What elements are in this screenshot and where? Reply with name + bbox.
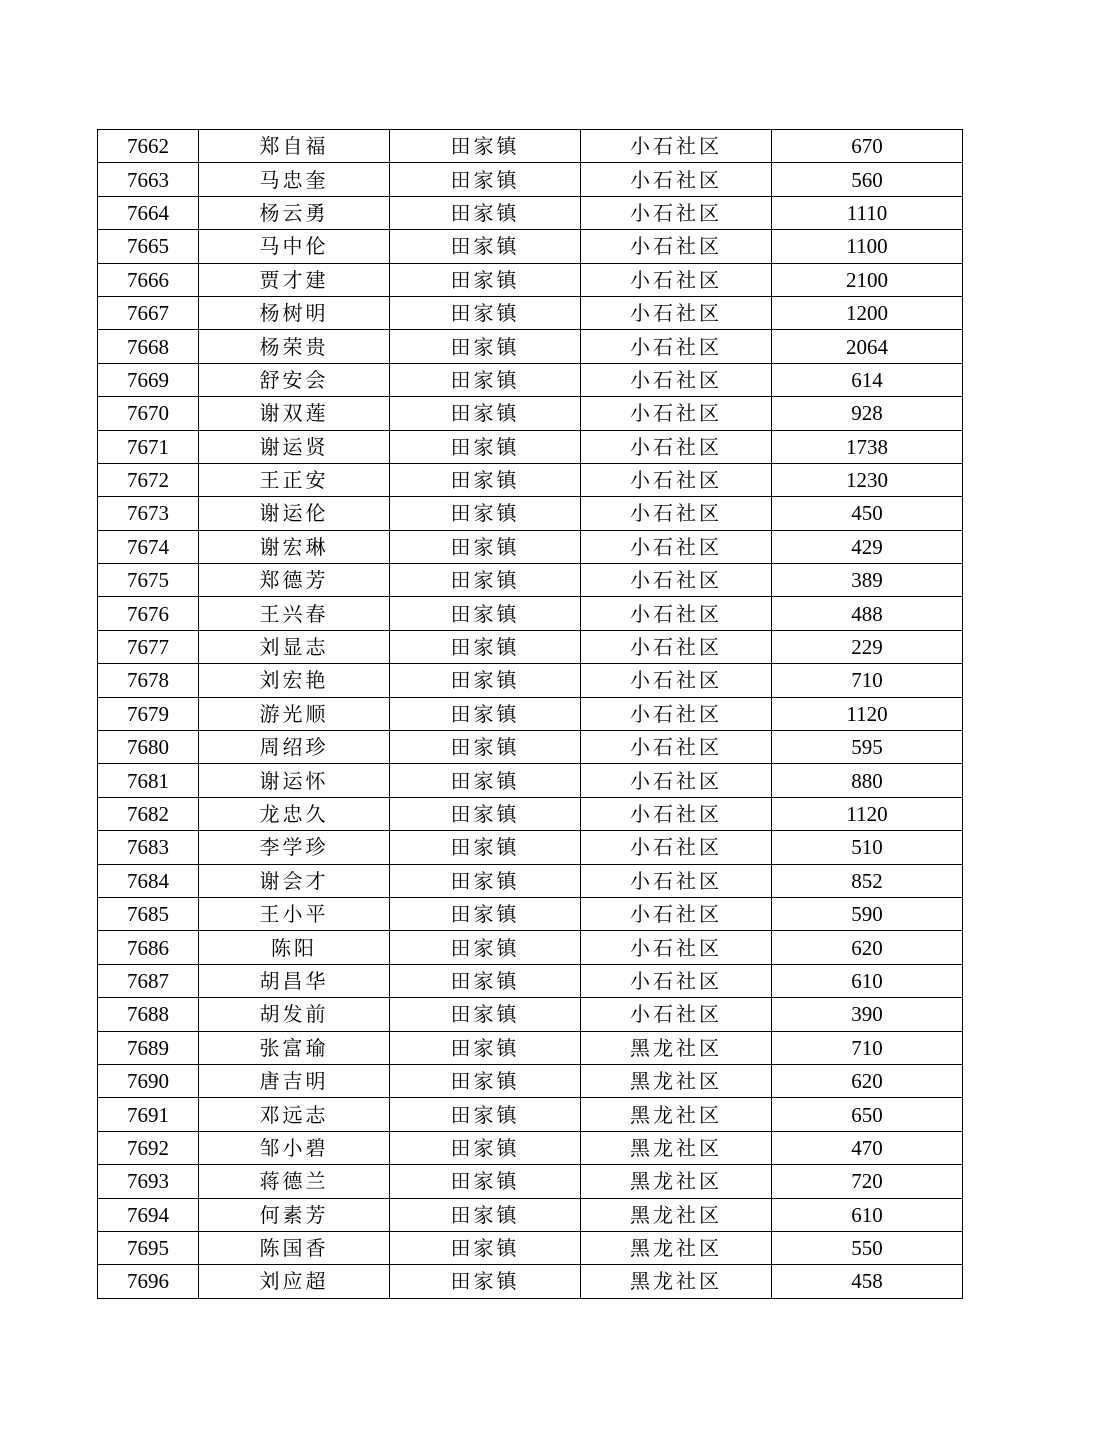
person-name-cell: 胡昌华 [199, 964, 390, 997]
town-cell: 田家镇 [390, 1231, 581, 1264]
person-name-cell: 邹小碧 [199, 1131, 390, 1164]
amount-cell: 928 [772, 397, 963, 430]
person-name-cell: 陈国香 [199, 1231, 390, 1264]
amount-cell: 488 [772, 597, 963, 630]
person-name-cell: 郑自福 [199, 130, 390, 163]
row-number-cell: 7690 [98, 1064, 199, 1097]
row-number-cell: 7694 [98, 1198, 199, 1231]
row-number-cell: 7680 [98, 731, 199, 764]
community-cell: 黑龙社区 [581, 1198, 772, 1231]
community-cell: 黑龙社区 [581, 1265, 772, 1298]
amount-cell: 1120 [772, 697, 963, 730]
community-cell: 小石社区 [581, 163, 772, 196]
table-row [98, 163, 963, 196]
table-row [98, 296, 963, 329]
person-name-cell: 张富瑜 [199, 1031, 390, 1064]
person-name-cell: 龙忠久 [199, 797, 390, 830]
table-row [98, 964, 963, 997]
town-cell: 田家镇 [390, 330, 581, 363]
table-row [98, 764, 963, 797]
town-cell: 田家镇 [390, 964, 581, 997]
table-row [98, 230, 963, 263]
person-name-cell: 马中伦 [199, 230, 390, 263]
amount-cell: 2100 [772, 263, 963, 296]
town-cell: 田家镇 [390, 1031, 581, 1064]
town-cell: 田家镇 [390, 998, 581, 1031]
table-row [98, 697, 963, 730]
town-cell: 田家镇 [390, 664, 581, 697]
table-row [98, 430, 963, 463]
table-row [98, 597, 963, 630]
amount-cell: 650 [772, 1098, 963, 1131]
row-number-cell: 7671 [98, 430, 199, 463]
town-cell: 田家镇 [390, 363, 581, 396]
table-row [98, 831, 963, 864]
table-row [98, 630, 963, 663]
town-cell: 田家镇 [390, 530, 581, 563]
community-cell: 小石社区 [581, 230, 772, 263]
town-cell: 田家镇 [390, 263, 581, 296]
amount-cell: 710 [772, 664, 963, 697]
community-cell: 黑龙社区 [581, 1231, 772, 1264]
row-number-cell: 7675 [98, 564, 199, 597]
amount-cell: 389 [772, 564, 963, 597]
town-cell: 田家镇 [390, 397, 581, 430]
person-name-cell: 谢运伦 [199, 497, 390, 530]
amount-cell: 614 [772, 363, 963, 396]
amount-cell: 852 [772, 864, 963, 897]
amount-cell: 1120 [772, 797, 963, 830]
person-name-cell: 刘应超 [199, 1265, 390, 1298]
town-cell: 田家镇 [390, 163, 581, 196]
person-name-cell: 谢宏琳 [199, 530, 390, 563]
town-cell: 田家镇 [390, 864, 581, 897]
row-number-cell: 7666 [98, 263, 199, 296]
person-name-cell: 陈阳 [199, 931, 390, 964]
amount-cell: 1100 [772, 230, 963, 263]
table-row [98, 864, 963, 897]
amount-cell: 1230 [772, 463, 963, 496]
row-number-cell: 7667 [98, 296, 199, 329]
person-name-cell: 唐吉明 [199, 1064, 390, 1097]
community-cell: 黑龙社区 [581, 1098, 772, 1131]
person-name-cell: 蒋德兰 [199, 1165, 390, 1198]
community-cell: 小石社区 [581, 897, 772, 930]
town-cell: 田家镇 [390, 296, 581, 329]
amount-cell: 229 [772, 630, 963, 663]
person-name-cell: 谢运怀 [199, 764, 390, 797]
town-cell: 田家镇 [390, 1265, 581, 1298]
row-number-cell: 7689 [98, 1031, 199, 1064]
community-cell: 小石社区 [581, 397, 772, 430]
table-body [98, 130, 963, 1299]
person-name-cell: 刘显志 [199, 630, 390, 663]
table-row [98, 196, 963, 229]
person-name-cell: 马忠奎 [199, 163, 390, 196]
person-name-cell: 杨荣贵 [199, 330, 390, 363]
row-number-cell: 7674 [98, 530, 199, 563]
row-number-cell: 7678 [98, 664, 199, 697]
town-cell: 田家镇 [390, 764, 581, 797]
table-row [98, 1064, 963, 1097]
person-name-cell: 谢会才 [199, 864, 390, 897]
person-name-cell: 胡发前 [199, 998, 390, 1031]
person-name-cell: 杨树明 [199, 296, 390, 329]
amount-cell: 429 [772, 530, 963, 563]
town-cell: 田家镇 [390, 463, 581, 496]
town-cell: 田家镇 [390, 1098, 581, 1131]
community-cell: 黑龙社区 [581, 1064, 772, 1097]
person-name-cell: 王小平 [199, 897, 390, 930]
person-name-cell: 邓远志 [199, 1098, 390, 1131]
person-name-cell: 王正安 [199, 463, 390, 496]
community-cell: 小石社区 [581, 296, 772, 329]
person-name-cell: 游光顺 [199, 697, 390, 730]
row-number-cell: 7685 [98, 897, 199, 930]
amount-cell: 450 [772, 497, 963, 530]
amount-cell: 470 [772, 1131, 963, 1164]
table-row [98, 1165, 963, 1198]
table-row [98, 330, 963, 363]
subsidy-table [97, 129, 963, 1299]
community-cell: 小石社区 [581, 196, 772, 229]
community-cell: 小石社区 [581, 564, 772, 597]
town-cell: 田家镇 [390, 196, 581, 229]
community-cell: 小石社区 [581, 363, 772, 396]
table-row [98, 731, 963, 764]
row-number-cell: 7672 [98, 463, 199, 496]
row-number-cell: 7686 [98, 931, 199, 964]
amount-cell: 610 [772, 1198, 963, 1231]
person-name-cell: 刘宏艳 [199, 664, 390, 697]
town-cell: 田家镇 [390, 597, 581, 630]
table-row [98, 397, 963, 430]
community-cell: 小石社区 [581, 864, 772, 897]
table-row [98, 1098, 963, 1131]
community-cell: 小石社区 [581, 330, 772, 363]
amount-cell: 390 [772, 998, 963, 1031]
town-cell: 田家镇 [390, 731, 581, 764]
town-cell: 田家镇 [390, 130, 581, 163]
amount-cell: 458 [772, 1265, 963, 1298]
amount-cell: 610 [772, 964, 963, 997]
row-number-cell: 7688 [98, 998, 199, 1031]
row-number-cell: 7684 [98, 864, 199, 897]
person-name-cell: 贾才建 [199, 263, 390, 296]
town-cell: 田家镇 [390, 1064, 581, 1097]
row-number-cell: 7677 [98, 630, 199, 663]
table-row [98, 1131, 963, 1164]
community-cell: 小石社区 [581, 497, 772, 530]
amount-cell: 1200 [772, 296, 963, 329]
row-number-cell: 7676 [98, 597, 199, 630]
community-cell: 小石社区 [581, 130, 772, 163]
row-number-cell: 7687 [98, 964, 199, 997]
person-name-cell: 舒安会 [199, 363, 390, 396]
person-name-cell: 李学珍 [199, 831, 390, 864]
row-number-cell: 7693 [98, 1165, 199, 1198]
amount-cell: 560 [772, 163, 963, 196]
town-cell: 田家镇 [390, 831, 581, 864]
town-cell: 田家镇 [390, 797, 581, 830]
row-number-cell: 7668 [98, 330, 199, 363]
amount-cell: 1738 [772, 430, 963, 463]
table-row [98, 797, 963, 830]
person-name-cell: 谢双莲 [199, 397, 390, 430]
community-cell: 小石社区 [581, 597, 772, 630]
person-name-cell: 何素芳 [199, 1198, 390, 1231]
town-cell: 田家镇 [390, 497, 581, 530]
row-number-cell: 7696 [98, 1265, 199, 1298]
amount-cell: 590 [772, 897, 963, 930]
table-row [98, 363, 963, 396]
person-name-cell: 谢运贤 [199, 430, 390, 463]
row-number-cell: 7665 [98, 230, 199, 263]
table-row [98, 998, 963, 1031]
community-cell: 小石社区 [581, 831, 772, 864]
amount-cell: 880 [772, 764, 963, 797]
table-row [98, 931, 963, 964]
community-cell: 小石社区 [581, 697, 772, 730]
table-row [98, 664, 963, 697]
town-cell: 田家镇 [390, 1198, 581, 1231]
row-number-cell: 7670 [98, 397, 199, 430]
community-cell: 小石社区 [581, 964, 772, 997]
town-cell: 田家镇 [390, 630, 581, 663]
row-number-cell: 7662 [98, 130, 199, 163]
table-row [98, 564, 963, 597]
table-row [98, 530, 963, 563]
row-number-cell: 7692 [98, 1131, 199, 1164]
table-row [98, 497, 963, 530]
person-name-cell: 王兴春 [199, 597, 390, 630]
community-cell: 黑龙社区 [581, 1131, 772, 1164]
row-number-cell: 7691 [98, 1098, 199, 1131]
amount-cell: 1110 [772, 196, 963, 229]
town-cell: 田家镇 [390, 931, 581, 964]
community-cell: 小石社区 [581, 931, 772, 964]
community-cell: 小石社区 [581, 530, 772, 563]
person-name-cell: 杨云勇 [199, 196, 390, 229]
town-cell: 田家镇 [390, 897, 581, 930]
community-cell: 小石社区 [581, 430, 772, 463]
amount-cell: 710 [772, 1031, 963, 1064]
town-cell: 田家镇 [390, 697, 581, 730]
town-cell: 田家镇 [390, 430, 581, 463]
town-cell: 田家镇 [390, 1131, 581, 1164]
community-cell: 黑龙社区 [581, 1165, 772, 1198]
row-number-cell: 7664 [98, 196, 199, 229]
table-row [98, 1265, 963, 1298]
amount-cell: 620 [772, 1064, 963, 1097]
community-cell: 小石社区 [581, 998, 772, 1031]
community-cell: 黑龙社区 [581, 1031, 772, 1064]
community-cell: 小石社区 [581, 630, 772, 663]
community-cell: 小石社区 [581, 463, 772, 496]
person-name-cell: 周绍珍 [199, 731, 390, 764]
row-number-cell: 7682 [98, 797, 199, 830]
row-number-cell: 7673 [98, 497, 199, 530]
row-number-cell: 7679 [98, 697, 199, 730]
amount-cell: 550 [772, 1231, 963, 1264]
town-cell: 田家镇 [390, 564, 581, 597]
amount-cell: 670 [772, 130, 963, 163]
community-cell: 小石社区 [581, 797, 772, 830]
table-row [98, 130, 963, 163]
row-number-cell: 7663 [98, 163, 199, 196]
row-number-cell: 7681 [98, 764, 199, 797]
community-cell: 小石社区 [581, 664, 772, 697]
table-row [98, 1231, 963, 1264]
amount-cell: 720 [772, 1165, 963, 1198]
row-number-cell: 7683 [98, 831, 199, 864]
community-cell: 小石社区 [581, 263, 772, 296]
amount-cell: 595 [772, 731, 963, 764]
town-cell: 田家镇 [390, 230, 581, 263]
amount-cell: 510 [772, 831, 963, 864]
table-row [98, 1031, 963, 1064]
row-number-cell: 7669 [98, 363, 199, 396]
table-row [98, 897, 963, 930]
person-name-cell: 郑德芳 [199, 564, 390, 597]
table-row [98, 1198, 963, 1231]
table-row [98, 463, 963, 496]
table-row [98, 263, 963, 296]
town-cell: 田家镇 [390, 1165, 581, 1198]
community-cell: 小石社区 [581, 731, 772, 764]
community-cell: 小石社区 [581, 764, 772, 797]
row-number-cell: 7695 [98, 1231, 199, 1264]
amount-cell: 620 [772, 931, 963, 964]
amount-cell: 2064 [772, 330, 963, 363]
